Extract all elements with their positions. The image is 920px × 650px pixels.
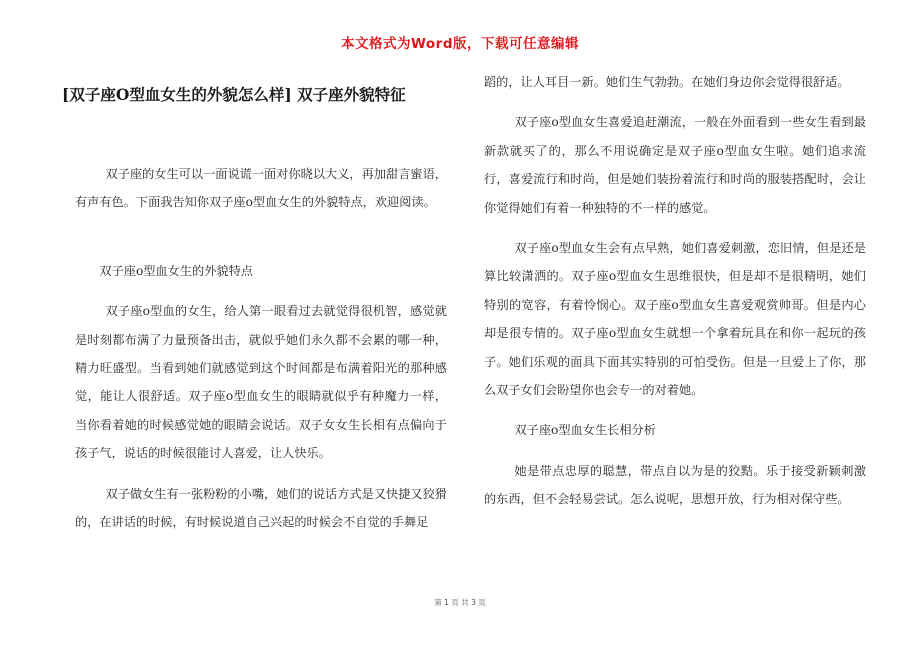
right-column: [484, 68, 866, 514]
intro-paragraph: 双子座的女生可以一面说谎一面对你晓以大义，再加甜言蜜语，有声有色。下面我告知你双子座o型血女生的外貌特点，欢迎阅读。: [75, 167, 447, 210]
section-heading-analysis: 双子座o型血女生长相分析: [514, 423, 656, 438]
paragraph-features: 双子座o型血的女生，给人第一眼看过去就觉得很机智，感觉就是时刻都布满了力量预备出击，就似乎她们永久都不会累的哪一种，精力旺盛型。当看到她们就感觉到这个时间都是布满着阳光的那种感觉，能让人很舒适。双子座o型血女生的眼睛就似乎有种魔力一样，当你看着她的时候感觉她的眼睛会说话。双子女女生长相有点偏向于孩子气，说话的时候很能讨人喜爱，让人快乐。: [75, 304, 447, 461]
page-number: 第 1 页 共 3 页: [434, 598, 486, 607]
paragraph-continued: 蹈的，让人耳目一新。她们生气勃勃。在她们身边你会觉得很舒适。: [484, 75, 850, 89]
paragraph-mouth: 双子做女生有一张粉粉的小嘴，她们的说话方式是又快捷又狡猾的，在讲话的时候，有时候说道自己兴起的时候会不自觉的手舞足: [75, 486, 447, 530]
paragraph-analysis: 她是带点忠厚的聪慧，带点自以为是的狡黠。乐于接受新颖刺激的东西，但不会轻易尝试。怎么说呢，思想开放，行为相对保守些。: [484, 463, 866, 507]
paragraph-fashion: 双子座o型血女生喜爱追赶潮流，一般在外面看到一些女生看到最新款就买了的，那么不用说确定是双子座o型血女生啦。她们追求流行，喜爱流行和时尚，但是她们装扮着流行和时尚的服装搭配时，会让你觉得她们有着一种独特的不一样的感觉。: [484, 115, 866, 215]
left-column: [75, 160, 447, 536]
paragraph-personality: 双子座o型血女生会有点早熟，她们喜爱刺激，恋旧情，但是还是算比较潇洒的。双子座o型血女生思维很快，但是却不是很精明，她们特别的宽容，有着怜悯心。双子座o型血女生喜爱观赏帅哥。但是内心却是很专情的。双子座o型血女生就想一个拿着玩具在和你一起玩的孩子。她们乐观的面具下面其实特别的可怕受伤。但是一旦爱上了你，那么双子女们会盼望你也会专一的对着她。: [484, 241, 866, 398]
document-title: [双子座O型血女生的外貌怎么样] 双子座外貌特征: [62, 85, 406, 104]
section-heading-features: 双子座o型血女生的外貌特点: [99, 263, 253, 278]
conversion-banner: 本文格式为Word版，下载可任意编辑: [340, 36, 579, 52]
